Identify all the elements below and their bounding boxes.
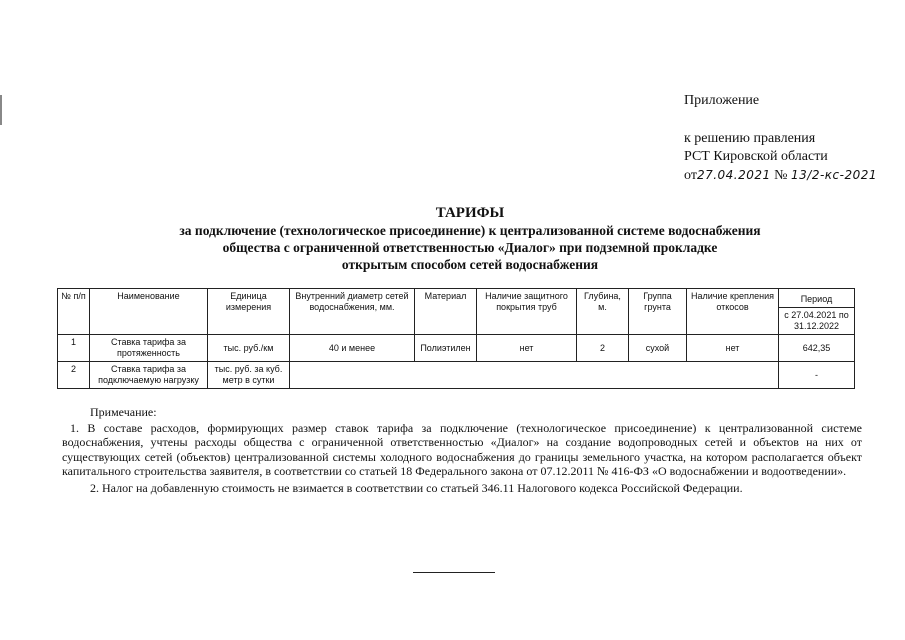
scan-edge-mark [0, 95, 2, 125]
title-line-1: за подключение (технологическое присоединение) к централизованной системе водоснабжения [179, 223, 761, 238]
title-line-3: открытым способом сетей водоснабжения [341, 257, 599, 272]
header-depth: Глубина, м. [577, 289, 629, 335]
row2-merged-empty [290, 362, 779, 389]
appendix-block [684, 92, 877, 185]
handwritten-number: 13/2-кс-2021 [791, 168, 878, 182]
row2-num: 2 [58, 362, 90, 389]
header-num: № п/п [58, 289, 90, 335]
header-material: Материал [415, 289, 477, 335]
appendix-authority: РСТ Кировской области [684, 149, 828, 164]
header-soil: Группа грунта [629, 289, 687, 335]
appendix-title: Приложение [684, 93, 760, 108]
row2-unit: тыс. руб. за куб. метр в сутки [208, 362, 290, 389]
document-title [60, 204, 880, 273]
title-line-2: общества с ограниченной ответственностью «Диалог» при подземной прокладке [222, 240, 718, 255]
row1-unit: тыс. руб./км [208, 335, 290, 362]
appendix-date-line [684, 166, 877, 185]
row1-diameter: 40 и менее [290, 335, 415, 362]
row1-value: 642,35 [779, 335, 855, 362]
row1-slopes: нет [687, 335, 779, 362]
row1-coating: нет [477, 335, 577, 362]
note-item-1: 1. В составе расходов, формирующих размер ставок тарифа за подключение (технологическое присоединение) к централизованной системе водоснабжения, учтены расходы общества с ограниченной ответственностью «Диалог» на создание водопроводных сетей и объектов на них от существующих сетей (объектов) централизованной системы холодного водоснабжения до границы земельного участка, на котором располагается объект капитального строительства заявителя, в соответствии со статьей 18 Федерального закона от 07.12.2011 № 416-ФЗ «О водоснабжении и водоотведении». [62, 420, 862, 478]
table-row [58, 362, 855, 389]
row1-num: 1 [58, 335, 90, 362]
appendix-decision: к решению правления [684, 131, 816, 146]
header-coating: Наличие защитного покрытия труб [477, 289, 577, 335]
tariffs-table [57, 288, 855, 389]
row1-soil: сухой [629, 335, 687, 362]
header-name: Наименование [90, 289, 208, 335]
date-prefix: от [684, 168, 697, 183]
row2-name: Ставка тарифа за подключаемую нагрузку [90, 362, 208, 389]
header-diameter: Внутренний диаметр сетей водоснабжения, мм. [290, 289, 415, 335]
row1-material: Полиэтилен [415, 335, 477, 362]
number-prefix: № [774, 168, 788, 183]
table-header-row [58, 289, 855, 308]
row1-depth: 2 [577, 335, 629, 362]
row2-value: - [779, 362, 855, 389]
header-unit: Единица измерения [208, 289, 290, 335]
note-item-2: 2. Налог на добавленную стоимость не взимается в соответствии со статьей 346.11 Налогового кодекса Российской Федерации. [90, 480, 743, 495]
notes-block [62, 405, 862, 495]
footer-divider [413, 572, 495, 573]
notes-label: Примечание: [90, 405, 157, 419]
handwritten-date: 27.04.2021 [696, 168, 771, 182]
table-row [58, 335, 855, 362]
row1-name: Ставка тарифа за протяженность [90, 335, 208, 362]
title-main: ТАРИФЫ [435, 205, 505, 221]
header-slopes: Наличие крепления откосов [687, 289, 779, 335]
header-period: Период [779, 289, 855, 308]
header-period-range: с 27.04.2021 по 31.12.2022 [779, 308, 855, 335]
